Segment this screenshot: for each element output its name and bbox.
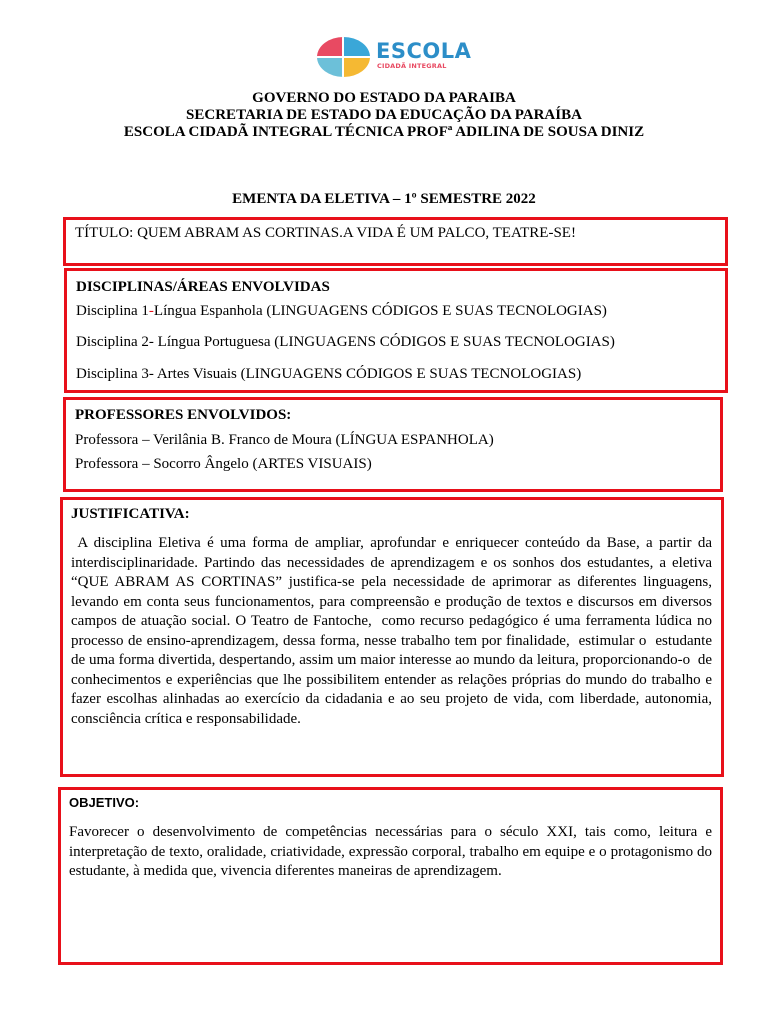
logo-subtitle: CIDADÃ INTEGRAL	[377, 62, 447, 70]
discipline-item: Disciplina 3- Artes Visuais (LINGUAGENS CÓDIGOS E SUAS TECNOLOGIAS)	[76, 366, 582, 382]
elective-title: TÍTULO: QUEM ABRAM AS CORTINAS.A VIDA É UM PALCO, TEATRE-SE!	[75, 225, 576, 241]
discipline-item: Disciplina 1-Língua Espanhola (LINGUAGENS CÓDIGOS E SUAS TECNOLOGIAS)	[76, 303, 607, 319]
header-line-government: GOVERNO DO ESTADO DA PARAIBA	[252, 90, 516, 106]
logo-emblem-icon	[317, 37, 370, 77]
logo-name: ESCOLA	[376, 39, 472, 63]
header-line-secretariat: SECRETARIA DE ESTADO DA EDUCAÇÃO DA PARAÍBA	[186, 107, 582, 123]
school-logo	[317, 37, 472, 79]
document-title: EMENTA DA ELETIVA – 1º SEMESTRE 2022	[232, 191, 536, 207]
header-line-school: ESCOLA CIDADÃ INTEGRAL TÉCNICA PROFª ADILINA DE SOUSA DINIZ	[123, 124, 645, 140]
objective-heading: OBJETIVO:	[69, 795, 140, 810]
justification-text: A disciplina Eletiva é uma forma de ampliar, aprofundar e enriquecer conteúdo da Base, a partir da interdisciplinaridade. Partindo das necessidades de aprendizagem e os sonhos dos estudantes, a eletiva “QUE ABRAM AS CORTINAS” justifica-se pela necessidade de aprimorar as diferentes linguagens, levando em conta seus funcionamentos, para compreensão e produção de textos e discursos em diversos campos de atuação social. O Teatro de Fantoche, como recurso pedagógico é uma ferramenta lúdica no processo de ensino-aprendizagem, dessa forma, nesse trabalho tem por finalidade, estimular o estudante de uma forma divertida, despertando, assim um maior interesse ao mundo da leitura, proporcionando-o de conhecimentos e experiências que lhe possibilitem entender as relações próprias do mundo do trabalho e fazer escolhas alinhadas ao exercício da cidadania e ao seu projeto de vida, com liberdade, autonomia, consciência crítica e responsabilidade.	[71, 535, 716, 727]
objective-text: Favorecer o desenvolvimento de competências necessárias para o século XXI, tais como, leitura e interpretação de texto, oralidade, criatividade, expressão corporal, trabalho em equipe e o protagonismo do estudante, à medida que, vivencia diferentes maneiras de aprendizagem.	[69, 824, 712, 879]
teachers-heading: PROFESSORES ENVOLVIDOS:	[75, 407, 292, 423]
disciplines-heading: DISCIPLINAS/ÁREAS ENVOLVIDAS	[76, 279, 330, 295]
justification-heading: JUSTIFICATIVA:	[71, 506, 190, 522]
teacher-item: Professora – Verilânia B. Franco de Moura (LÍNGUA ESPANHOLA)	[75, 432, 494, 448]
teacher-item: Professora – Socorro Ângelo (ARTES VISUAIS)	[75, 456, 372, 472]
discipline-item: Disciplina 2- Língua Portuguesa (LINGUAGENS CÓDIGOS E SUAS TECNOLOGIAS)	[76, 334, 615, 350]
document-header	[0, 90, 768, 141]
